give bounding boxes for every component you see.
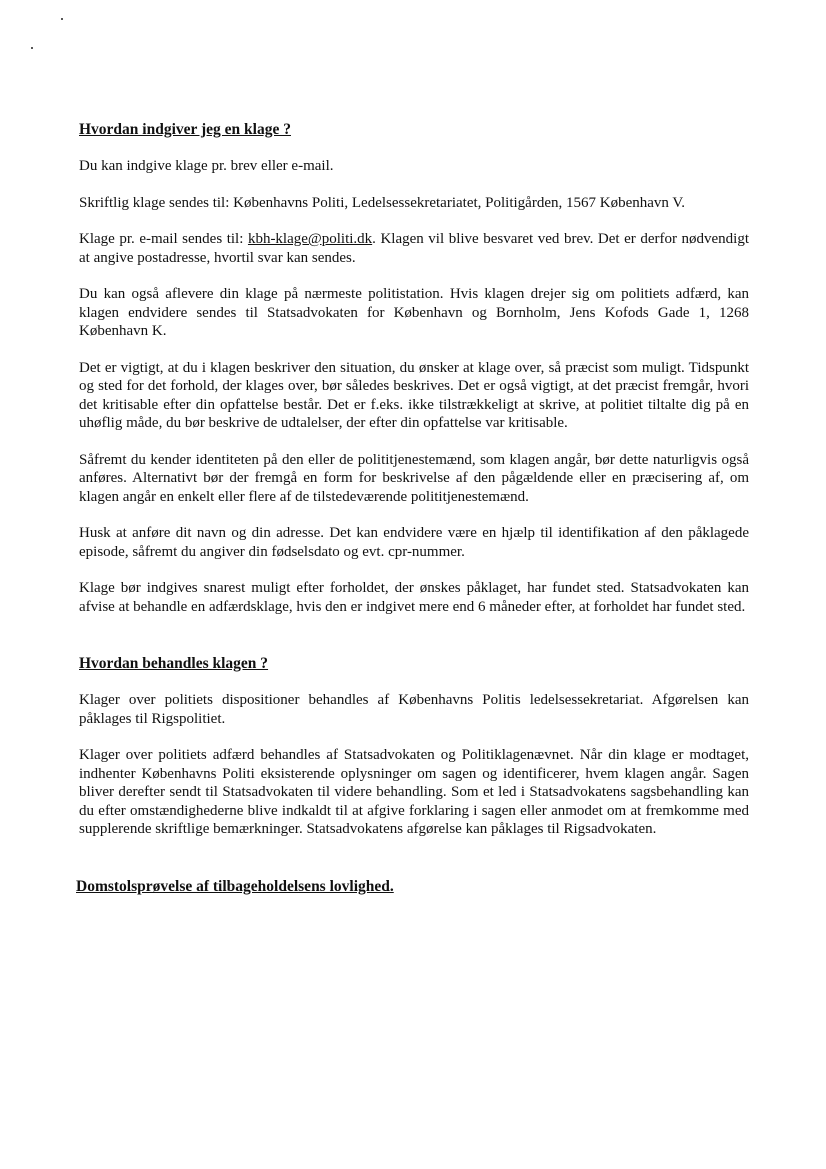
scan-speck — [61, 18, 63, 20]
paragraph-intro: Du kan indgive klage pr. brev eller e-mail. — [79, 158, 334, 174]
paragraph-postal-address: Skriftlig klage sendes til: Københavns Politi, Ledelsessekretariatet, Politigården, 1567 København V. — [79, 194, 686, 211]
section-heading-how-handled: Hvordan behandles klagen ? — [79, 655, 269, 672]
email-text-before: Klage pr. e-mail sendes til: — [79, 231, 248, 247]
email-text-after: . Klagen vil blive besvaret ved brev. Det er derfor nødvendigt at angive postadresse, hvortil svar kan sendes. — [79, 231, 749, 266]
paragraph-police-station: Du kan også aflevere din klage på nærmeste politistation. Hvis klagen drejer sig om politiets adfærd, kan klagen endvidere sendes til Statsadvokaten for København og Bornholm, Jens Kofods Gade 1, 1268 København K. — [79, 286, 749, 339]
scan-speck — [31, 47, 33, 49]
email-link[interactable]: kbh-klage@politi.dk — [247, 231, 373, 247]
section-heading-court-review: Domstolsprøvelse af tilbageholdelsens lovlighed. — [76, 877, 394, 895]
paragraph-email — [79, 230, 749, 267]
paragraph-describe-situation: Det er vigtigt, at du i klagen beskriver den situation, du ønsker at klage over, så præcist som muligt. Tidspunkt og sted for det forhold, der klages over, bør således beskrives. Det er også vigtigt, at det præcist fremgår, hvori det kritisable efter din opfattelse består. Det er f.eks. ikke tilstrækkeligt at skrive, at politiet tiltalte dig på en uhøflig måde, du bør beskrive de udtalelser, der efter din opfattelse var kritisable. — [79, 359, 749, 431]
paragraph-dispositions: Klager over politiets dispositioner behandles af Københavns Politis ledelsessekretariat. Afgørelsen kan påklages til Rigspolitiet. — [79, 692, 749, 727]
paragraph-conduct-complaints: Klager over politiets adfærd behandles af Statsadvokaten og Politiklagenævnet. Når din klage er modtaget, indhenter Københavns Politi eksisterende oplysninger om sagen og identificerer, hvem klagen angår. Sagen bliver derefter sendt til Statsadvokaten til videre behandling. Som et led i Statsadvokatens sagsbehandling kan du efter omstændighederne blive indkaldt til at afgive forklaring i sagen eller anmodet om at fremkomme med supplerende skriftlige bemærkninger. Statsadvokatens afgørelse kan påklages til Rigsadvokaten. — [79, 747, 749, 837]
paragraph-name-address: Husk at anføre dit navn og din adresse. Det kan endvidere være en hjælp til identifikation af den påklagede episode, såfremt du angiver din fødselsdato og evt. cpr-nummer. — [79, 525, 749, 560]
paragraph-officer-identity: Såfremt du kender identiteten på den eller de polititjenestemænd, som klagen angår, bør dette naturligvis også anføres. Alternativt bør der fremgå en form for beskrivelse af den pågældende eller en præcisering af, om klagen angår en enkelt eller flere af de tilstedeværende polititjenestemænd. — [79, 451, 749, 505]
document-page — [76, 120, 749, 896]
section-heading-how-to-file: Hvordan indgiver jeg en klage ? — [79, 121, 291, 138]
paragraph-deadline: Klage bør indgives snarest muligt efter forholdet, der ønskes påklaget, har fundet sted. Statsadvokaten kan afvise at behandle en adfærdsklage, hvis den er indgivet mere end 6 måneder efter, at forholdet har fundet sted. — [79, 580, 749, 615]
